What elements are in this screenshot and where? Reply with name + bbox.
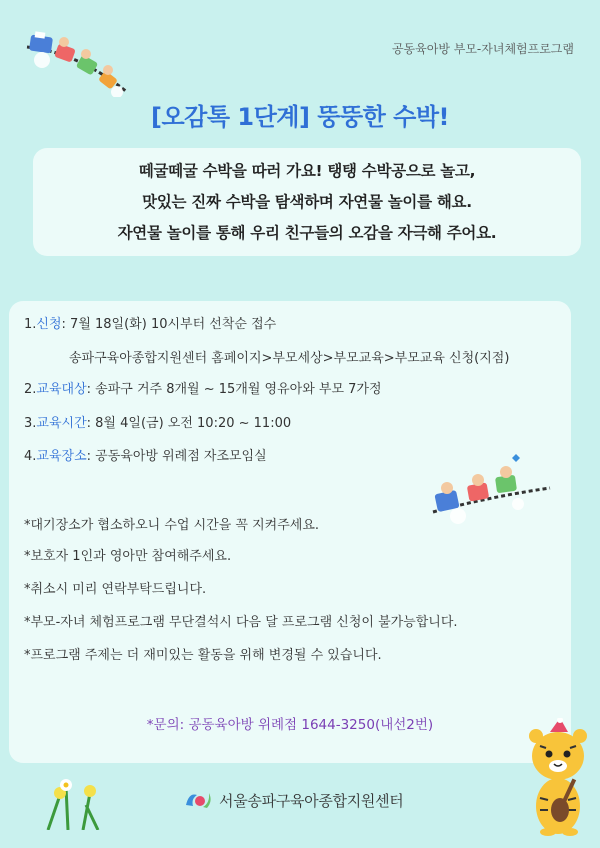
apply-path: 송파구육아종합지원센터 홈페이지>부모세상>부모교육>부모교육 신청(지점) xyxy=(69,351,510,366)
item-number: 1. xyxy=(24,317,37,332)
note-item: *취소시 미리 연락부탁드립니다. xyxy=(24,582,207,597)
apply-row xyxy=(24,313,276,332)
item-text: : 7월 18일(화) 10시부터 선착순 접수 xyxy=(61,317,277,332)
time-row xyxy=(24,412,291,431)
item-text: : 공동육아방 위례점 자조모임실 xyxy=(86,449,267,464)
item-text: : 송파구 거주 8개월 ~ 15개월 영유아와 부모 7가정 xyxy=(86,382,382,397)
intro-line: 자연물 놀이를 통해 우리 친구들의 오감을 자극해 주어요. xyxy=(117,224,497,242)
item-text: : 8월 4일(금) 오전 10:20 ~ 11:00 xyxy=(86,416,292,431)
note-item: *보호자 1인과 영아만 참여해주세요. xyxy=(24,549,232,564)
contact-info: *문의: 공동육아방 위례점 1644-3250(내선2번) xyxy=(146,717,434,733)
train-illustration xyxy=(428,452,553,524)
place-row xyxy=(24,445,267,464)
train-illustration xyxy=(22,22,132,97)
target-row xyxy=(24,378,382,397)
item-label: 교육장소 xyxy=(36,449,87,464)
item-number: 2. xyxy=(24,382,37,397)
intro-line: 떼굴떼굴 수박을 따러 가요! 탱탱 수박공으로 놀고, xyxy=(138,162,476,180)
center-logo-icon xyxy=(183,789,213,811)
info-box xyxy=(9,301,571,763)
note-item: *프로그램 주제는 더 재미있는 활동을 위해 변경될 수 있습니다. xyxy=(24,648,382,663)
center-logo xyxy=(183,787,403,813)
note-item: *대기장소가 협소하오니 수업 시간을 꼭 지켜주세요. xyxy=(24,518,320,533)
tiger-mascot xyxy=(520,718,595,836)
item-number: 4. xyxy=(24,449,37,464)
center-name: 서울송파구육아종합지원센터 xyxy=(219,791,404,810)
note-item: *부모-자녀 체험프로그램 무단결석시 다음 달 프로그램 신청이 불가능합니다. xyxy=(24,615,458,630)
intro-line: 맛있는 진짜 수박을 탐색하며 자연물 놀이를 해요. xyxy=(142,193,472,211)
item-label: 신청 xyxy=(36,317,62,332)
item-number: 3. xyxy=(24,416,37,431)
intro-box xyxy=(33,148,581,256)
program-label: 공동육아방 부모-자녀체험프로그램 xyxy=(391,42,574,56)
page-title: [오감톡 1단계] 뚱뚱한 수박! xyxy=(151,103,449,131)
flowers-illustration xyxy=(38,775,108,830)
item-label: 교육대상 xyxy=(36,382,87,397)
item-label: 교육시간 xyxy=(36,416,87,431)
